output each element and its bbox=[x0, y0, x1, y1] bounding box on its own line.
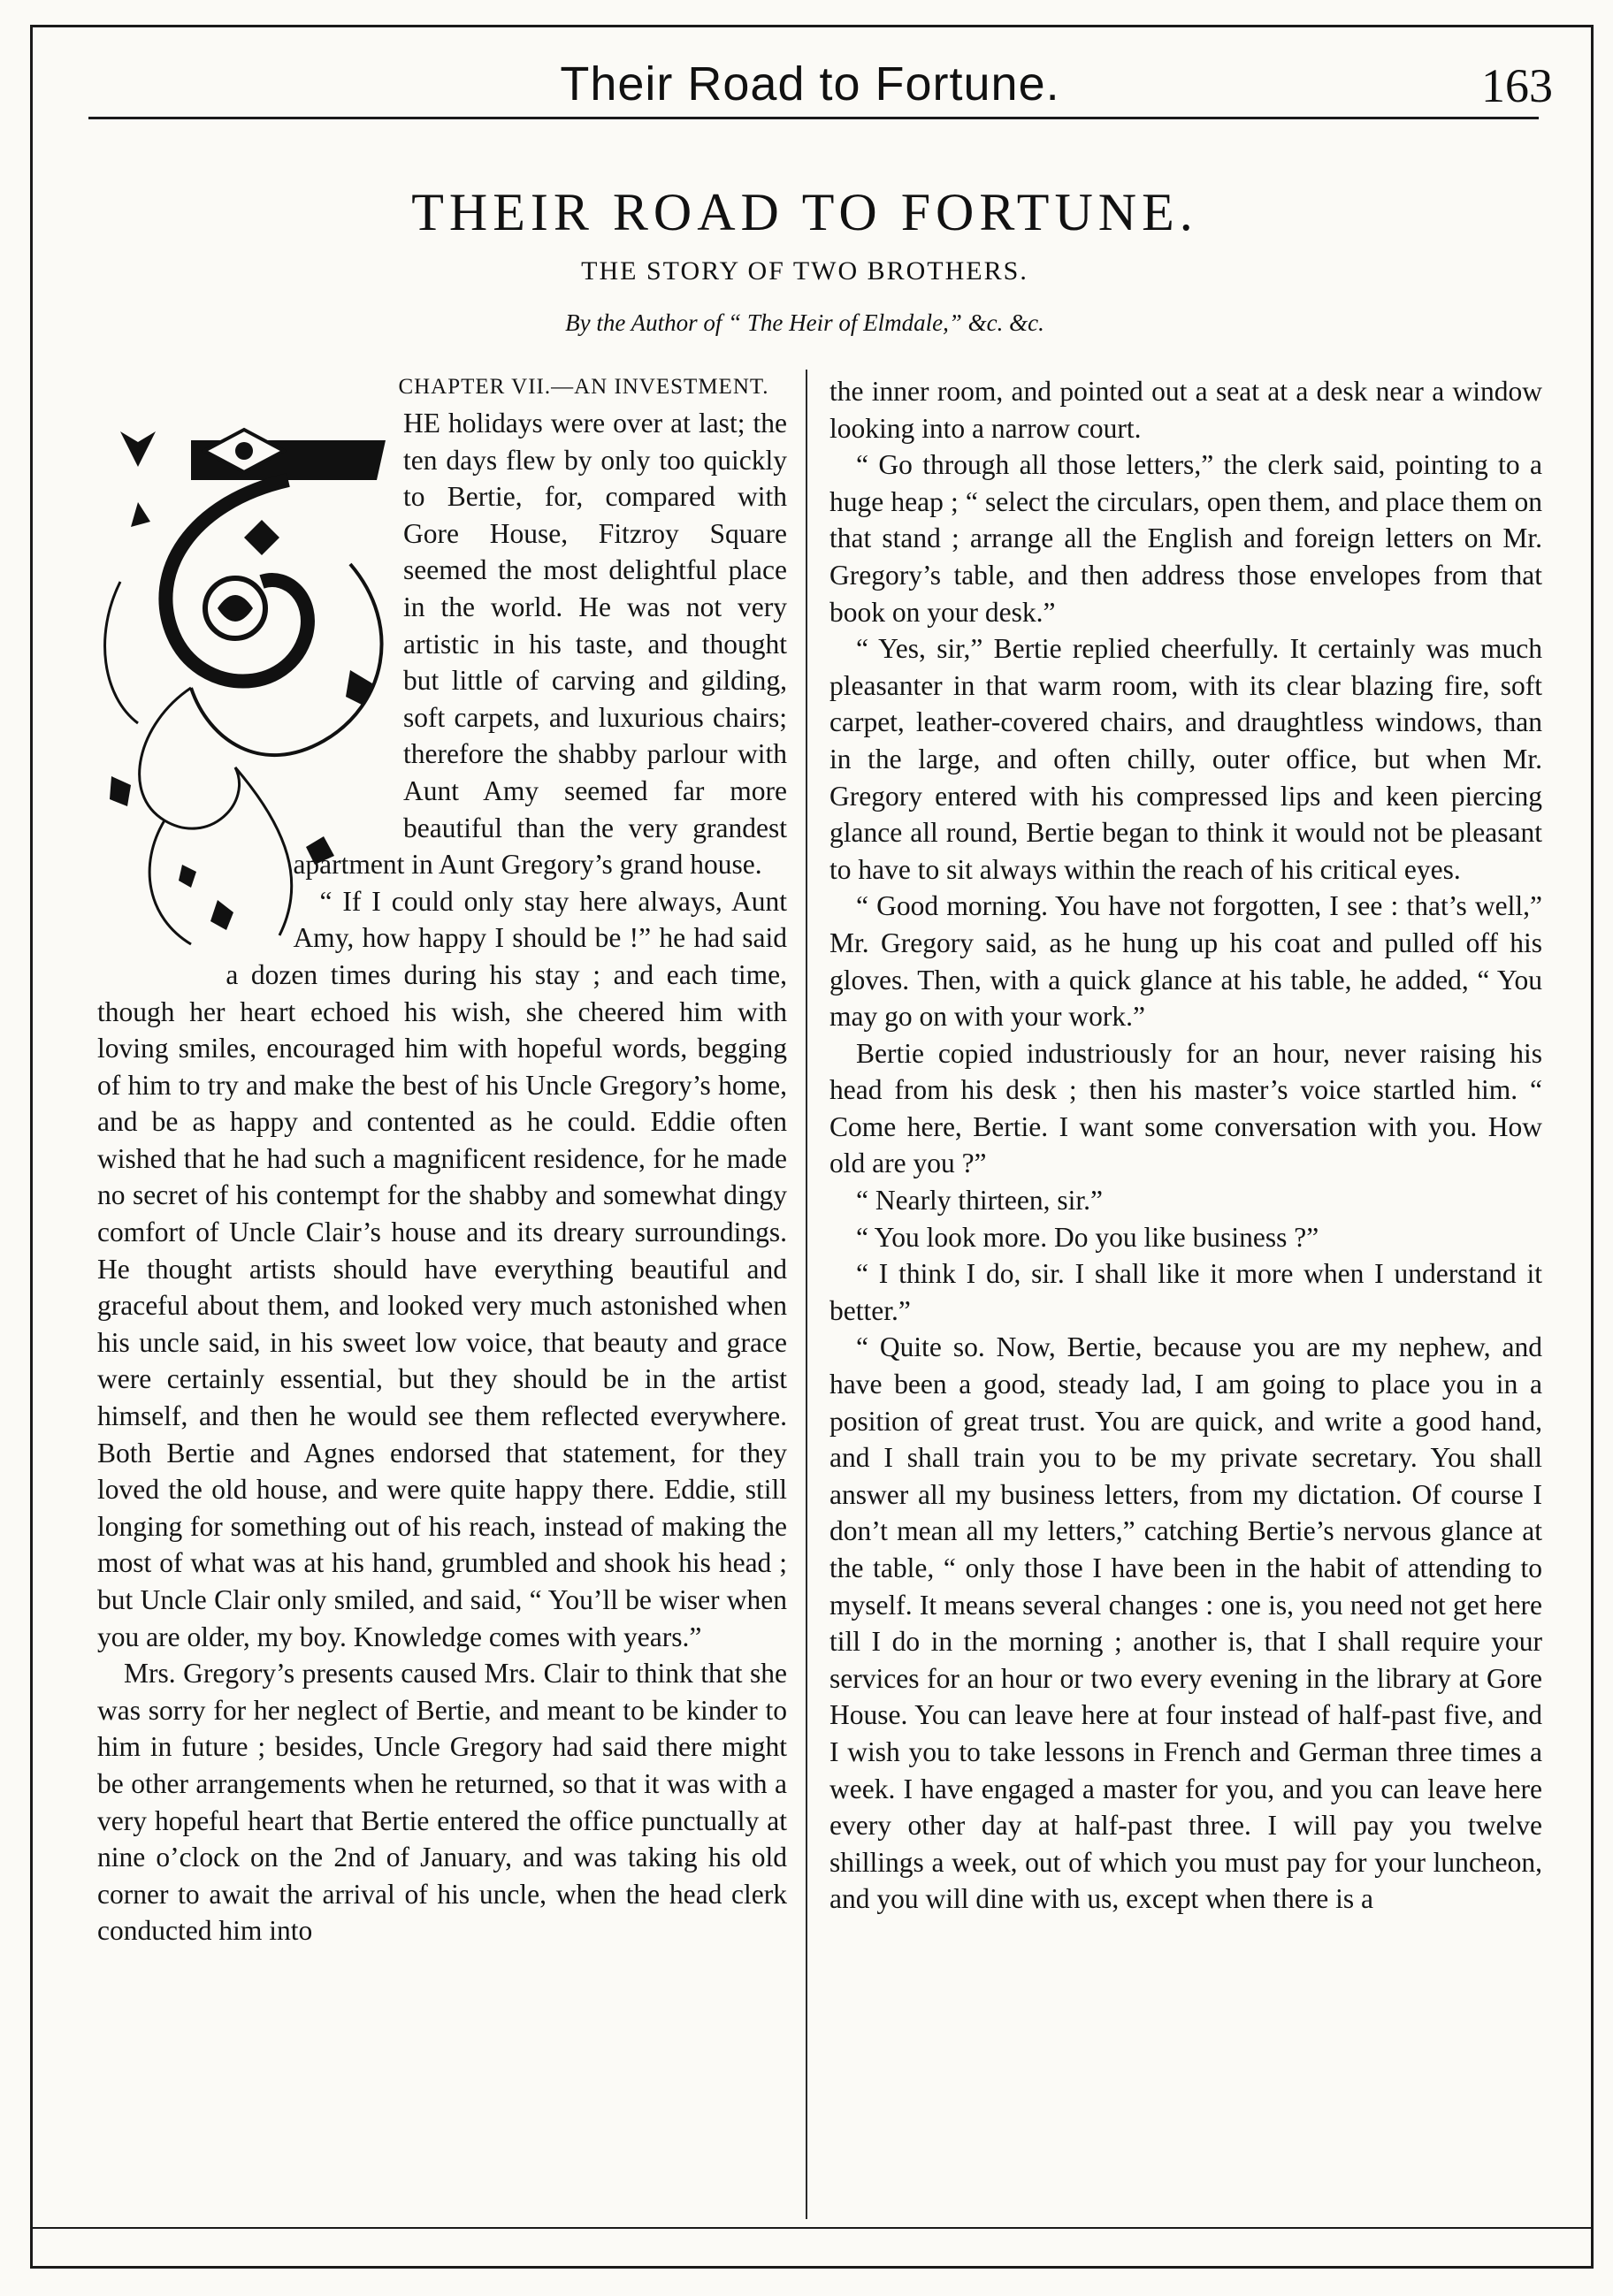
header-rule bbox=[88, 117, 1539, 119]
right-paragraph-3: “ Good morning. You have not forgotten, I see : that’s well,” Mr. Gregory said, as he hung up his coat and pulled off his gloves. Then, with a quick glance at his table, he added, “ You may go on with your work.” bbox=[829, 890, 1542, 1033]
story-title: THEIR ROAD TO FORTUNE. bbox=[411, 183, 1198, 241]
byline: By the Author of “ The Heir of Elmdale,” &c. &c. bbox=[565, 309, 1044, 336]
right-paragraph-4: Bertie copied industriously for an hour, never raising his head from his desk ; then his master’s voice startled him. “ Come here, Bertie. I want some conversation with you. How old are you ?” bbox=[829, 1037, 1542, 1179]
left-paragraph-2: “ If I could only stay here always, Aunt Amy, how happy I should be !” he had said a dozen times during his stay ; and each time, though her heart echoed his wish, she cheered him with loving smiles, encouraged him with hopeful words, begging of him to try and make the best of his Uncle Gregory’s home, and be as happy and contented as he could. Eddie often wished that he had such a magnificent residence, for he made no secret of his contempt for the shabby and somewhat dingy comfort of Uncle Clair’s house and its dreary surroundings. He thought artists should have everything beautiful and graceful about them, and looked very much astonished when his uncle said, in his sweet low voice, that beauty and grace were certainly essential, but they should be in the artist himself, and then he would see them reflected everywhere. Both Bertie and Agnes endorsed that statement, for they loved the old house, and were quite happy there. Eddie, still longing for something out of his reach, instead of making the most of what was at his hand, grumbled and shook his head ; but Uncle Clair only smiled, and said, “ You’ll be wiser when you are older, my boy. Knowledge comes with years.” bbox=[97, 885, 787, 1652]
right-paragraph-8: “ Quite so. Now, Bertie, because you are my nephew, and have been a good, steady lad, I am going to place you in a position of great trust. You are quick, and write a good hand, and I shall train you to be my private secretary. You shall answer all my business letters, from my dictation. Of course I don’t mean all my letters,” catching Bertie’s nervous glance at the table, “ only those I have been in the habit of attending to myself. It means several changes : one is, you need not get here till I do in the morning ; another is, that I shall require your services for an hour or two every evening in the library at Gore House. You can leave here at four instead of half-past five, and I wish you to take lessons in French and German three times a week. I have engaged a master for you, and you can leave here every other day at half-past three. I will pay you twelve shillings a week, out of which you must pay for your luncheon, and you will dine with us, except when there is a bbox=[829, 1331, 1542, 1915]
right-paragraph-5: “ Nearly thirteen, sir.” bbox=[856, 1185, 1104, 1217]
story-subtitle: THE STORY OF TWO BROTHERS. bbox=[581, 256, 1028, 286]
left-column bbox=[97, 373, 787, 1949]
right-paragraph-1: “ Go through all those letters,” the clerk said, pointing to a huge heap ; “ select the circulars, open them, and place them on that stand ; arrange all the English and foreign letters on Mr. Gregory’s table, and then address those envelopes from that book on your desk.” bbox=[829, 449, 1542, 628]
running-head-title: Their Road to Fortune. bbox=[560, 57, 1060, 111]
right-paragraph-7: “ I think I do, sir. I shall like it more when I understand it better.” bbox=[829, 1258, 1542, 1326]
left-paragraph-3: Mrs. Gregory’s presents caused Mrs. Clair to think that she was sorry for her neglect of Bertie, and meant to be kinder to him in future ; besides, Uncle Gregory had said there might be other arrangements when he returned, so that it was with a very hopeful heart that Bertie entered the office punctually at nine o’clock on the 2nd of January, and was taking his old corner to await the arrival of his uncle, when the head clerk conducted him into bbox=[97, 1658, 787, 1947]
right-paragraph-continued: the inner room, and pointed out a seat at a desk near a window looking into a narrow court. bbox=[829, 376, 1542, 444]
right-paragraph-2: “ Yes, sir,” Bertie replied cheerfully. It certainly was much pleasanter in that warm room, with its clear blazing fire, soft carpet, leather-covered chairs, and draughtless windows, than in the large, and often chilly, outer office, but when Mr. Gregory entered with his compressed lips and keen piercing glance all round, Bertie began to think it would not be pleasant to have to sit always within the reach of his critical eyes. bbox=[829, 633, 1542, 885]
page-number: 163 bbox=[1481, 59, 1553, 112]
right-column bbox=[829, 373, 1542, 1918]
right-paragraph-6: “ You look more. Do you like business ?” bbox=[856, 1221, 1319, 1253]
bottom-rule bbox=[30, 2227, 1594, 2229]
left-paragraph-1: HE holidays were over at last; the ten days flew by only too quickly to Bertie, for, compared with Gore House, Fitzroy Square seemed the most delightful place in the world. He was not very artistic in his taste, and thought but little of carving and gilding, soft carpets, and luxurious chairs; therefore the shabby parlour with Aunt Amy seemed far more beautiful than the very grandest apartment in Aunt Gregory’s grand house. bbox=[293, 408, 787, 881]
chapter-heading: CHAPTER VII.—AN INVESTMENT. bbox=[398, 375, 769, 399]
column-rule bbox=[806, 370, 807, 2219]
